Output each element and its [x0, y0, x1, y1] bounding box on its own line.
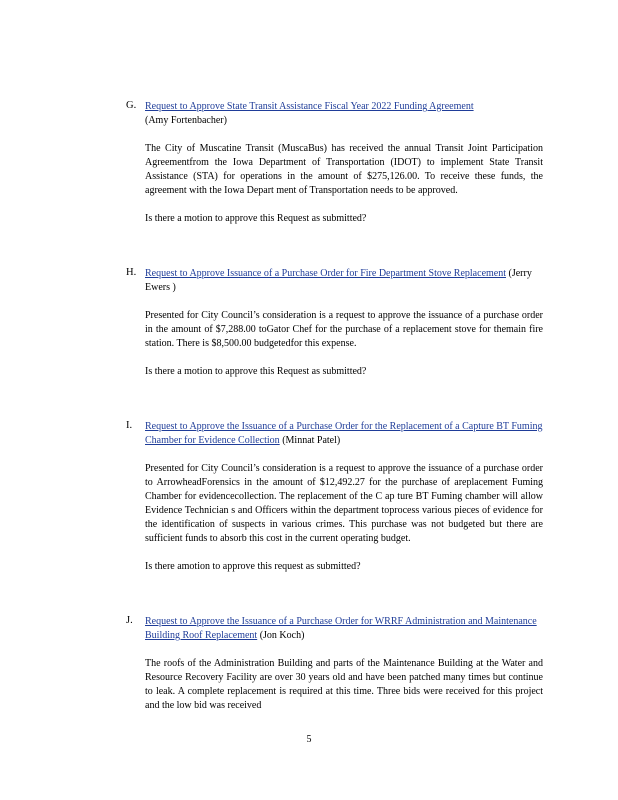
item-presenter: (Jerry Ewers ) — [145, 268, 532, 293]
agenda-item-g — [126, 100, 543, 226]
item-question: Is there a motion to approve this Request as submitted? — [145, 366, 367, 377]
page-number: 5 — [306, 734, 312, 745]
item-paragraph: The roofs of the Administration Building and parts of the Maintenance Building at the Water and Resource Recovery Facility are over 30 years old and have been patched many times but continue to leak. A complete replacement is required at this time. Three bids were received for this project and the low bid was received — [145, 658, 543, 711]
item-title-link[interactable]: Request to Approve the Issuance of a Purchase Order for WRRF Administration and Maintenance Building Roof Replacement — [145, 616, 537, 641]
item-paragraph: Presented for City Council’s consideration is a request to approve the issuance of a purchase order in the amount of $7,288.00 toGator Chef for the purchase of a replacement stove for themain fire station. There is $8,500.00 budgetedfor this expense. — [145, 310, 543, 349]
agenda-item-h — [126, 267, 543, 379]
item-title-link[interactable]: Request to Approve State Transit Assistance Fiscal Year 2022 Funding Agreement — [145, 101, 474, 112]
item-paragraph: The City of Muscatine Transit (MuscaBus) has received the annual Transit Joint Participation Agreementfrom the Iowa Department of Transportation (IDOT) to implement State Transit Assistance (STA) for operations in the amount of $275,126.00. To receive these funds, the agreement with the Iowa Depart ment of Transportation needs to be approved. — [145, 143, 543, 196]
item-title-link[interactable]: Request to Approve Issuance of a Purchase Order for Fire Department Stove Replacement — [145, 268, 506, 279]
item-heading — [145, 420, 543, 448]
item-letter: I. — [126, 420, 133, 431]
item-presenter: (Amy Fortenbacher) — [145, 115, 227, 126]
item-heading — [145, 100, 543, 128]
item-letter: J. — [126, 615, 133, 626]
item-question: Is there amotion to approve this request as submitted? — [145, 561, 361, 572]
item-heading — [145, 615, 543, 643]
agenda-item-j — [126, 615, 543, 713]
item-presenter: (Minnat Patel) — [282, 435, 341, 446]
item-paragraph: Presented for City Council’s consideration is a request to approve the issuance of a purchase order to ArrowheadForensics in the amount of $12,492.27 for the purchase of areplacement Fuming Chamber for evidencecollection. The replacement of the C ap ture BT Fuming chamber will allow Evidence Technician s and Officers within the department toprocess various pieces of evidence for the identification of suspects in various crimes. This purchase was not budgeted but there are sufficient funds to absorb this cost in the current operating budget. — [145, 463, 543, 544]
agenda-item-i — [126, 420, 543, 574]
item-letter: G. — [126, 100, 137, 111]
item-presenter: (Jon Koch) — [259, 630, 305, 641]
item-question: Is there a motion to approve this Request as submitted? — [145, 213, 367, 224]
item-heading — [145, 267, 543, 295]
item-letter: H. — [126, 267, 137, 278]
item-title-link[interactable]: Request to Approve the Issuance of a Purchase Order for the Replacement of a Capture BT Fuming Chamber for Evidence Collection — [145, 421, 543, 446]
